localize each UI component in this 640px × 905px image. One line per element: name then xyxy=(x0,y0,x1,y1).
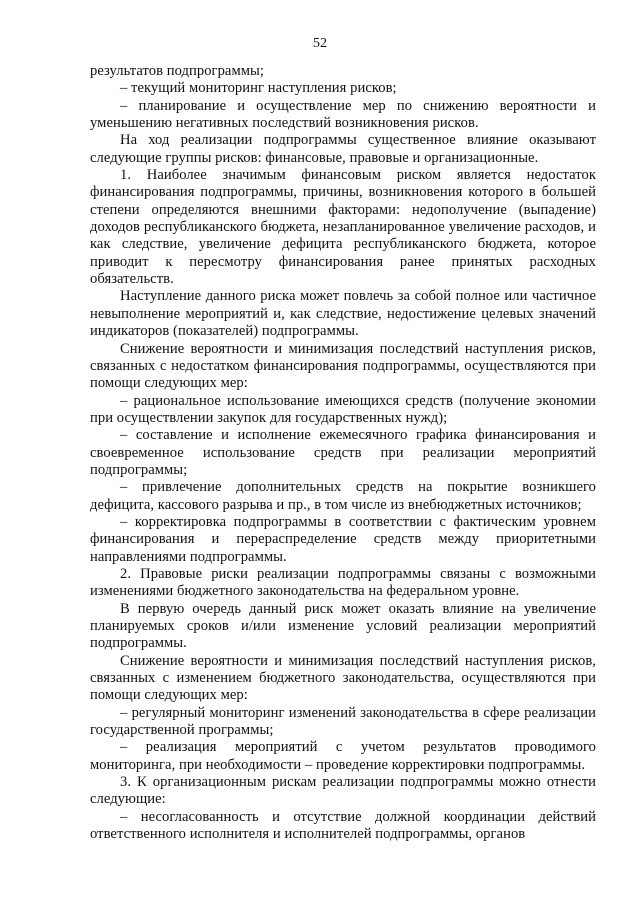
list-item-coordination: – несогласованность и отсутствие должной координации действий ответственного исполнителя и исполнителей подпрограммы, органов xyxy=(90,808,596,843)
list-item-legislation-monitoring: – регулярный мониторинг изменений законодательства в сфере реализации государственной программы; xyxy=(90,704,596,739)
list-item-rational-use: – рациональное использование имеющихся средств (получение экономии при осуществлении закупок для государственных нужд); xyxy=(90,392,596,426)
list-item-program-adjustment: – корректировка подпрограммы в соответствии с фактическим уровнем финансирования и перераспределение средств между приоритетными направлениями подпрограммы. xyxy=(90,513,596,565)
paragraph-legal-risk-measures: Снижение вероятности и минимизация последствий наступления рисков, связанных с изменением бюджетного законодательства, осуществляются при помощи следующих мер: xyxy=(90,652,596,704)
list-item-risk-planning: – планирование и осуществление мер по снижению вероятности и уменьшению негативных последствий возникновения рисков. xyxy=(90,97,596,132)
paragraph-risk-groups: На ход реализации подпрограммы существенное влияние оказывают следующие группы рисков: финансовые, правовые и организационные. xyxy=(90,132,596,166)
list-item-risk-monitoring: – текущий мониторинг наступления рисков; xyxy=(120,80,397,97)
list-item-additional-funds: – привлечение дополнительных средств на покрытие возникшего дефицита, кассового разрыва и пр., в том числе из внебюджетных источников; xyxy=(90,479,596,513)
page-number: 52 xyxy=(313,36,327,51)
document-body xyxy=(90,63,596,843)
list-item-monthly-schedule: – составление и исполнение ежемесячного графика финансирования и своевременное использование средств при реализации мероприятий подпрограммы; xyxy=(90,427,596,478)
paragraph-legal-risk-impact: В первую очередь данный риск может оказать влияние на увеличение планируемых сроков и/или изменение условий реализации мероприятий подпрограммы. xyxy=(90,600,596,652)
paragraph-legal-risk: 2. Правовые риски реализации подпрограммы связаны с возможными изменениями бюджетного законодательства на федеральном уровне. xyxy=(90,565,596,600)
paragraph-organizational-risk: 3. К организационным рискам реализации подпрограммы можно отнести следующие: xyxy=(90,774,596,808)
paragraph-financial-risk-consequences: Наступление данного риска может повлечь за собой полное или частичное невыполнение мероприятий и, как следствие, недостижение целевых значений индикаторов (показателей) подпрограммы. xyxy=(90,288,596,340)
list-item-monitoring-results: – реализация мероприятий с учетом результатов проводимого мониторинга, при необходимости – проведение корректировки подпрограммы. xyxy=(90,739,596,773)
paragraph-continuation: результатов подпрограммы; xyxy=(90,63,264,79)
paragraph-financial-risk: 1. Наиболее значимым финансовым риском является недостаток финансирования подпрограммы, причины, возникновения которого в большей степени определяются внешними факторами: недополучение (выпадение) доходов республиканского бюджета, незапланированное увеличение расходов, и как следствие, увеличение дефицита республиканского бюджета, которое приводит к пересмотру финансирования ранее принятых расходных обязательств. xyxy=(90,167,596,288)
paragraph-financial-risk-measures: Снижение вероятности и минимизация последствий наступления рисков, связанных с недостатком финансирования подпрограммы, осуществляются при помощи следующих мер: xyxy=(90,340,596,392)
